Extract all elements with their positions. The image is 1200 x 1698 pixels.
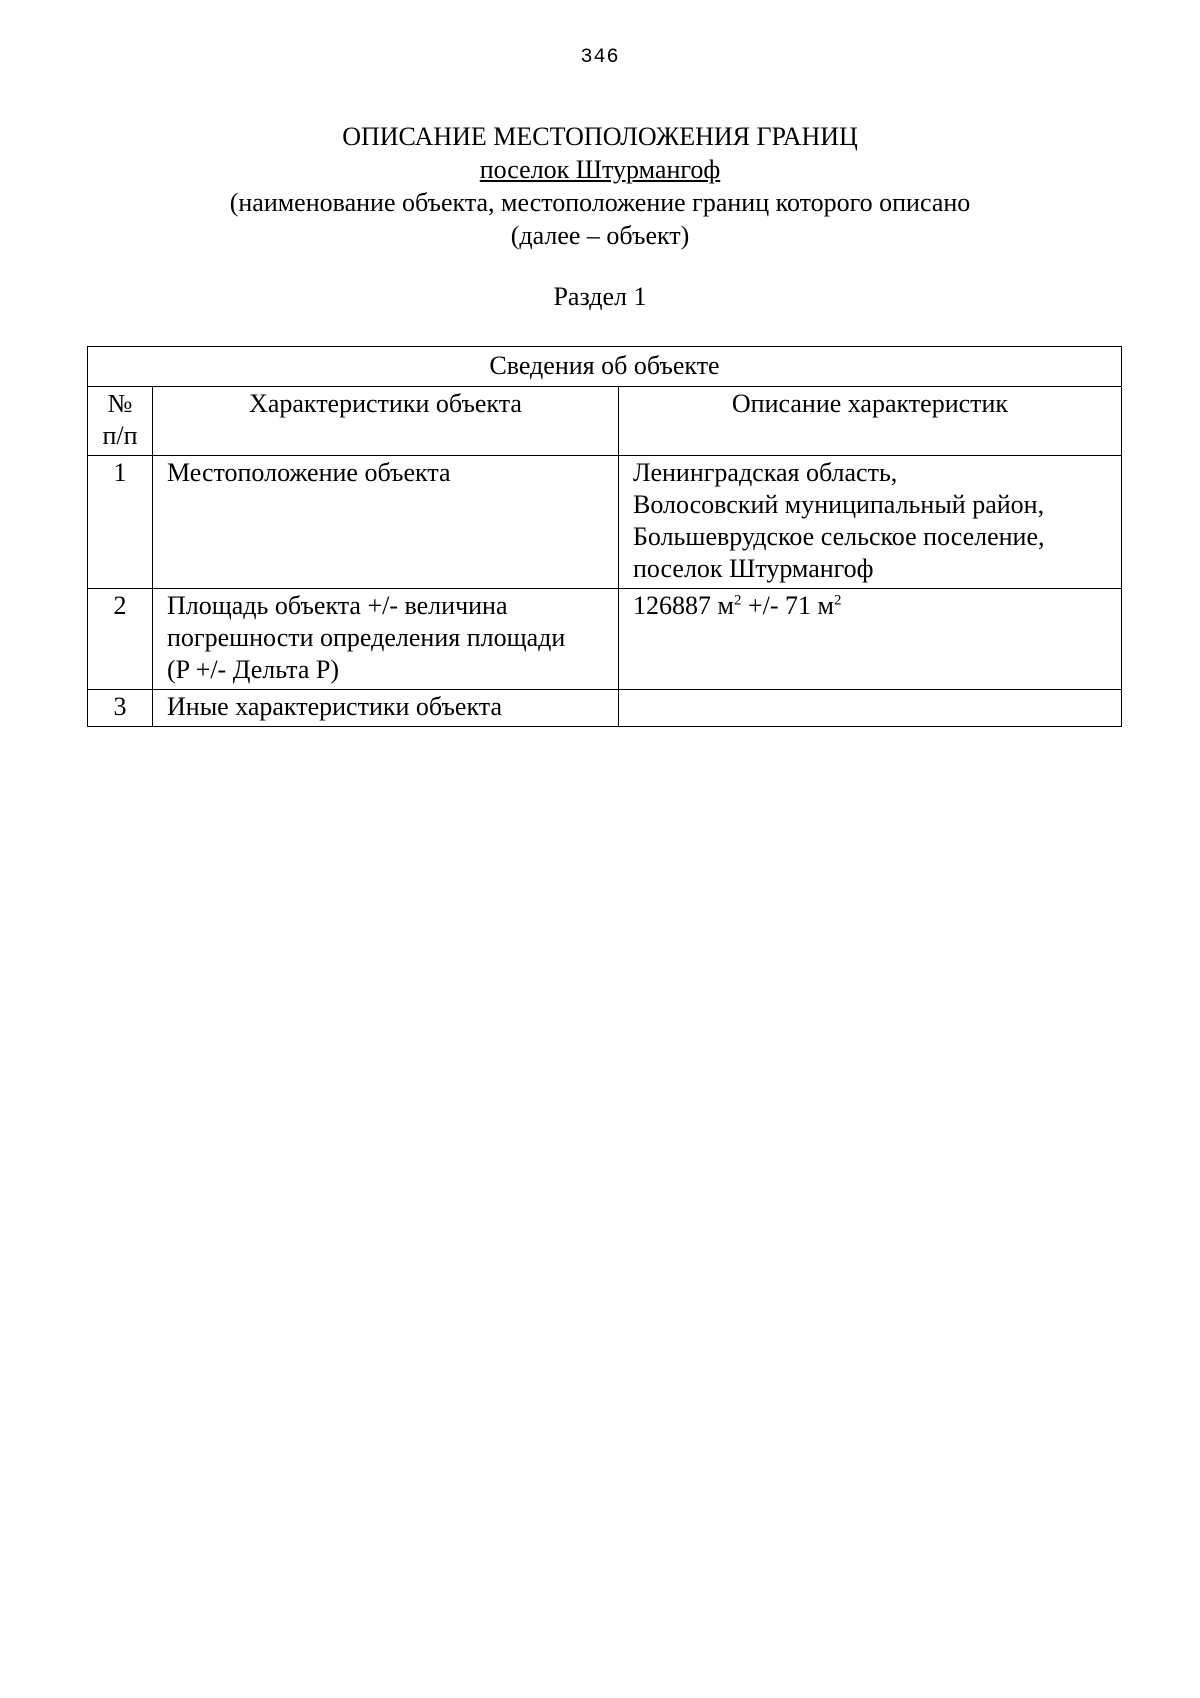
object-name: поселок Штурмангоф xyxy=(479,155,721,184)
subtitle-line-2: (далее – объект) xyxy=(510,221,690,250)
row-characteristic xyxy=(153,589,619,690)
row-characteristic: Иные характеристики объекта xyxy=(153,690,619,727)
page-number: 346 xyxy=(580,46,620,69)
description-line: поселок Штурмангоф xyxy=(633,554,874,583)
table-caption-row xyxy=(88,347,1122,387)
description-line: Волосовский муниципальный район, xyxy=(633,490,1045,519)
table-header-row xyxy=(88,387,1122,456)
document-title: ОПИСАНИЕ МЕСТОПОЛОЖЕНИЯ ГРАНИЦ xyxy=(342,122,858,151)
column-header-num xyxy=(88,387,153,456)
section-heading: Раздел 1 xyxy=(553,282,647,311)
delta-unit-exponent: 2 xyxy=(833,592,842,609)
subtitle-line-1: (наименование объекта, местоположение границ которого описано xyxy=(229,188,971,217)
table-row xyxy=(88,690,1122,727)
area-value: 126887 м xyxy=(633,591,734,620)
description-line: Ленинградская область, xyxy=(633,458,898,487)
description-line: Большеврудское сельское поселение, xyxy=(633,522,1045,551)
area-unit-exponent: 2 xyxy=(733,592,742,609)
document-header xyxy=(0,120,1200,252)
row-num: 2 xyxy=(88,589,153,690)
characteristic-line: Площадь объекта +/- величина xyxy=(167,591,508,620)
table-row xyxy=(88,589,1122,690)
characteristic-line: погрешности определения площади xyxy=(167,623,566,652)
column-header-num-line1: № xyxy=(107,389,133,418)
object-info-table xyxy=(87,346,1122,727)
area-delta: +/- 71 м xyxy=(741,591,834,620)
row-characteristic: Местоположение объекта xyxy=(153,456,619,589)
characteristic-line: (P +/- Дельта P) xyxy=(167,655,339,684)
row-num: 3 xyxy=(88,690,153,727)
row-description xyxy=(619,690,1122,727)
table-caption: Сведения об объекте xyxy=(88,347,1122,387)
row-description xyxy=(619,589,1122,690)
table-row xyxy=(88,456,1122,589)
column-header-num-line2: п/п xyxy=(102,421,138,450)
row-num: 1 xyxy=(88,456,153,589)
column-header-characteristic: Характеристики объекта xyxy=(153,387,619,456)
column-header-description: Описание характеристик xyxy=(619,387,1122,456)
row-description xyxy=(619,456,1122,589)
